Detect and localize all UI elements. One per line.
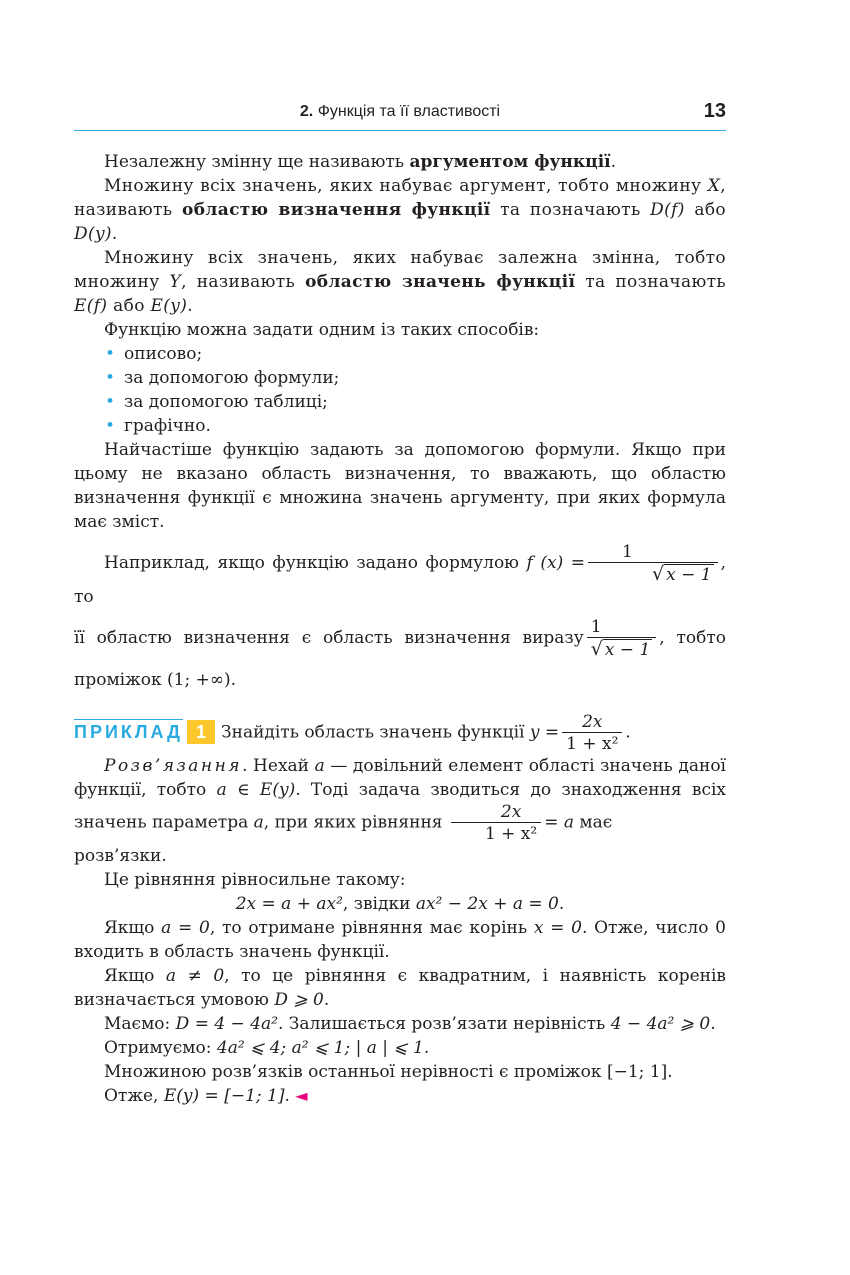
math-expr: a ∈ E(y) (216, 780, 296, 800)
fraction-numerator: 1 (622, 542, 633, 562)
text: , називають (181, 272, 306, 292)
math-expr: 4a² ⩽ 4; a² ⩽ 1; | a | ⩽ 1. (216, 1038, 430, 1058)
solution-line (74, 916, 726, 964)
text: та позначають (575, 272, 727, 292)
solution-equation (74, 892, 726, 916)
text: , то це рівняння є квадратним, і наявність коренів визначається умовою (74, 966, 726, 1010)
text: , то отримане рівняння має корінь (209, 918, 534, 938)
bullet-text: графічно. (124, 416, 211, 436)
radicand: x − 1 (604, 640, 651, 660)
fraction-denominator (588, 562, 718, 585)
text: Маємо: (104, 1014, 176, 1034)
bullet-text: за допомогою таблиці; (124, 392, 328, 412)
math-expr: E(f) (74, 296, 108, 316)
section-number: 2. (299, 103, 314, 120)
text: Отже, (104, 1086, 164, 1106)
math-expr: x = 0 (533, 918, 582, 938)
example-heading (74, 712, 726, 754)
running-title (74, 103, 726, 121)
math-expr: D ⩾ 0 (274, 990, 324, 1010)
bullet-icon: • (105, 368, 116, 388)
paragraph-example-domain (74, 617, 726, 660)
math-expr: D(y) (74, 224, 112, 244)
math-var: Y (169, 272, 182, 292)
radicand: x − 1 (666, 565, 712, 585)
bullet-icon: • (105, 392, 116, 412)
text: . (323, 990, 330, 1010)
fraction-numerator: 2x (582, 712, 603, 732)
end-of-solution-icon: ◄ (295, 1086, 308, 1105)
text: . (284, 1086, 290, 1106)
fraction-denominator: 1 + x² (562, 732, 622, 754)
text: . (610, 152, 617, 172)
text: або (684, 200, 727, 220)
text: Множину всіх значень, яких набуває залежна змінна, тобто множину (74, 248, 726, 292)
math-var: X (707, 176, 721, 196)
bullet-item (74, 414, 726, 438)
math-expr: a ≠ 0 (165, 966, 225, 986)
example-task: Знайдіть область значень функції (221, 722, 530, 743)
text: Наприклад, якщо функцію задано формулою (104, 553, 527, 573)
math-var: a (314, 756, 325, 776)
paragraph-interval: проміжок (1; +∞). (74, 670, 237, 690)
text: Якщо (104, 966, 166, 986)
example-label: ПРИКЛАД (74, 719, 183, 743)
section-title: Функція та її властивості (317, 103, 501, 120)
page-number: 13 (703, 100, 726, 122)
term-domain: областю визначення функції (182, 200, 491, 220)
math-expr: D = 4 − 4a² (175, 1014, 278, 1034)
text: — довільний елемент області значень даної функції, тобто (74, 756, 726, 800)
term-argument: аргументом функції (409, 152, 611, 172)
text: . Отже, число 0 входить в область значень функції. (74, 918, 726, 962)
text: . Тоді задача зводиться до знаходження всіх значень параметра (74, 780, 726, 833)
text: Отримуємо: (104, 1038, 217, 1058)
math-expr: 2x = a + ax² (235, 894, 343, 914)
math-expr: = a (544, 812, 575, 833)
solution-line (74, 1036, 726, 1060)
page-header (74, 100, 726, 131)
bullet-item (74, 342, 726, 366)
paragraph-formula: Найчастіше функцію задають за допомогою формули. Якщо при цьому не вказано область визначення, то вважають, що областю визначення функції є множина значень аргументу, при яких формула має зміст. (74, 440, 726, 532)
text: . (111, 224, 118, 244)
text: . (558, 894, 565, 914)
paragraph-argument (74, 150, 726, 174)
text: , при яких рівняння (263, 812, 448, 833)
text: , звідки (342, 894, 416, 914)
text: . Нехай (242, 756, 315, 776)
text: . Залишається розв’язати нерівність (277, 1014, 611, 1034)
text: має (574, 812, 613, 833)
sqrt-icon: √ (652, 563, 665, 585)
text: її областю визначення є область визначення виразу (74, 628, 584, 648)
solution-line: Множиною розв’язків останньої нерівності є проміжок [−1; 1]. (104, 1062, 673, 1082)
fraction (451, 802, 541, 844)
text: . (710, 1014, 716, 1034)
solution-intro (74, 754, 726, 844)
text: Незалежну змінну ще називають (104, 152, 410, 172)
fraction-denominator: 1 + x² (451, 822, 541, 844)
math-expr: ax² − 2x + a = 0 (415, 894, 559, 914)
sqrt-icon: √ (590, 638, 603, 660)
paragraph-range (74, 246, 726, 318)
solution-line (74, 964, 726, 1012)
bullet-item (74, 390, 726, 414)
bullet-icon: • (105, 416, 116, 436)
fraction (562, 712, 622, 754)
bullet-icon: • (105, 344, 116, 364)
sqrt (622, 564, 714, 585)
text: або (107, 296, 151, 316)
math-expr: E(y) (150, 296, 188, 316)
math-var: a (253, 812, 264, 833)
paragraph-ways: Функцію можна задати одним із таких способів: (104, 320, 540, 340)
solution-label: Розв’язання (104, 756, 243, 776)
fraction-numerator: 1 (590, 617, 602, 637)
sqrt (591, 639, 653, 660)
text: , то (74, 553, 726, 607)
paragraph-domain (74, 174, 726, 246)
math-expr: f (x) = (526, 553, 586, 573)
solution-answer (74, 1084, 726, 1108)
paragraph-example-formula (74, 542, 726, 609)
page-body (74, 150, 726, 1108)
text: та позначають (490, 200, 651, 220)
math-expr: 4 − 4a² ⩾ 0 (610, 1014, 711, 1034)
fraction (588, 542, 718, 585)
fraction-denominator (587, 637, 657, 660)
text: . (187, 296, 193, 316)
text: , тобто (659, 628, 726, 648)
math-expr: y = (529, 722, 560, 743)
bullet-text: за допомогою формули; (124, 368, 340, 388)
text: , називають (74, 176, 726, 220)
text: . (625, 722, 631, 743)
solution-line: Це рівняння рівносильне такому: (104, 870, 406, 890)
fraction (587, 617, 657, 660)
bullet-text: описово; (124, 344, 203, 364)
bullet-item (74, 366, 726, 390)
fraction-numerator: 2x (500, 802, 522, 822)
math-expr: a = 0 (161, 918, 210, 938)
term-range: областю значень функції (305, 272, 576, 292)
solution-continued: розв’язки. (74, 846, 167, 866)
text: Якщо (104, 918, 162, 938)
example-number: 1 (187, 720, 215, 744)
math-expr: D(f) (650, 200, 685, 220)
math-expr: E(y) = [−1; 1] (163, 1086, 285, 1106)
text: Множину всіх значень, яких набуває аргумент, тобто множину (104, 176, 708, 196)
solution-line (74, 1012, 726, 1036)
